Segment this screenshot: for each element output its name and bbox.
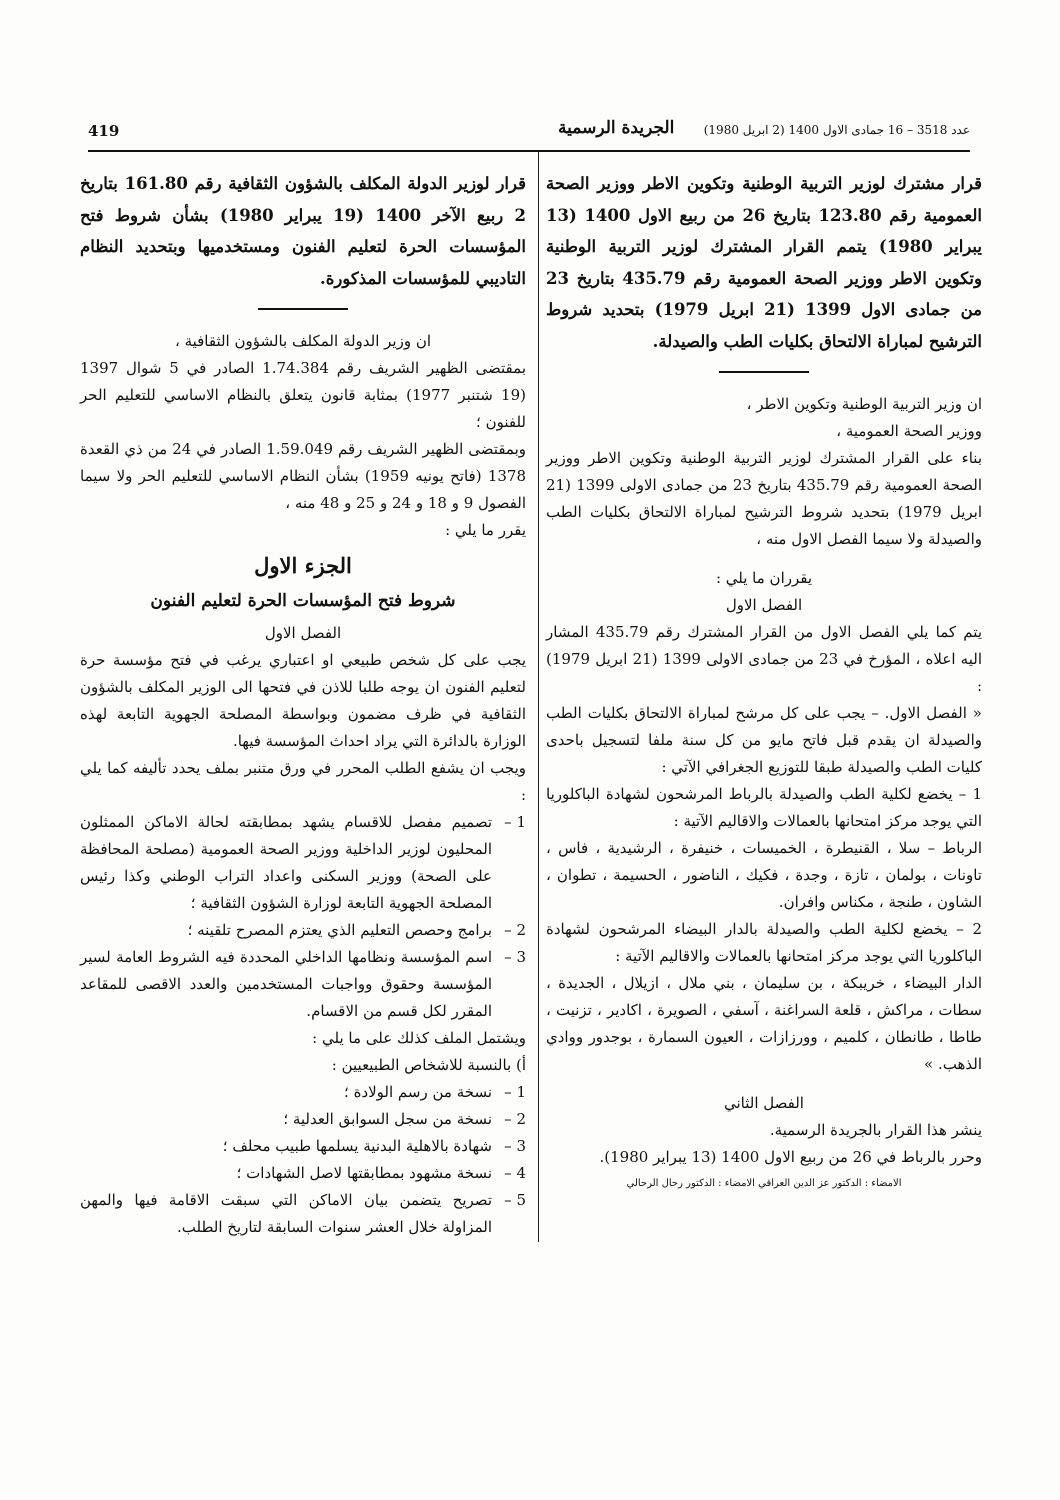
paragraph: 2 – يخضع لكلية الطب والصيدلة بالدار البيضاء المرشحون لشهادة الباكلوريا التي يوجد مركز امتحانها بالعمالات والاقاليم الآتية : bbox=[546, 920, 982, 965]
part-heading: الجزء الاول bbox=[254, 553, 352, 578]
list-item-number: 1 – bbox=[504, 1083, 526, 1101]
part-title: شروط فتح المؤسسات الحرة لتعليم الفنون bbox=[150, 591, 456, 611]
sub-heading: أ) بالنسبة للاشخاص الطبيعيين : bbox=[331, 1056, 526, 1074]
list-item-text: شهادة بالاهلية البدنية يسلمها طبيب محلف ؛ bbox=[222, 1137, 492, 1155]
left-decree-title: قرار لوزير الدولة المكلف بالشؤون الثقافية رقم 161.80 بتاريخ 2 ربيع الآخر 1400 (19 يبراير 1980) بشأن شروط فتح المؤسسات الحرة لتعليم الفنون ومستخدميها وبتحديد النظام التاديبي للمؤسسات المذكورة. bbox=[80, 174, 527, 288]
paragraph: بمقتضى الظهير الشريف رقم 1.74.384 الصادر في 5 شوال 1397 (19 شتنبر 1977) بمثابة قانون يتعلق بالنظام الاساسي للتعليم الحر للفنون ؛ bbox=[80, 359, 526, 431]
chapter-heading: الفصل الثاني bbox=[724, 1094, 804, 1112]
list-item bbox=[80, 1187, 526, 1241]
left-column bbox=[80, 168, 526, 1241]
list-item-number: 2 – bbox=[504, 1110, 526, 1128]
right-decree-title: قرار مشترك لوزير التربية الوطنية وتكوين الاطر ووزير الصحة العمومية رقم 123.80 بتاريخ 26 من ربيع الاول 1400 (13 يبراير 1980) يتمم القرار المشترك لوزير التربية الوطنية وتكوين الاطر ووزير الصحة العمومية رقم 435.79 بتاريخ 23 من جمادى الاول 1399 (21 ابريل 1979) بتحديد شروط الترشيح لمباراة الالتحاق بكليات الطب والصيدلة. bbox=[546, 174, 983, 351]
list-item-text: اسم المؤسسة ونظامها الداخلي المحددة فيه الشروط العامة لسير المؤسسة وحقوق وواجبات المستخدمين والعدد الاقصى للمقاعد المقرر لكل قسم من الاقسام. bbox=[80, 948, 492, 1020]
list-item-number: 1 – bbox=[504, 813, 526, 831]
list-item-number: 3 – bbox=[504, 948, 526, 966]
list-item bbox=[80, 944, 526, 1025]
column-divider bbox=[538, 152, 539, 1242]
list-item bbox=[80, 917, 526, 944]
paragraph: وحرر بالرباط في 26 من ربيع الاول 1400 (13 يبراير 1980). bbox=[599, 1148, 982, 1166]
paragraph: ووزير الصحة العمومية ، bbox=[836, 422, 982, 440]
page-number: 419 bbox=[88, 122, 120, 140]
list-item-number: 4 – bbox=[504, 1164, 526, 1182]
paragraph: « الفصل الاول. – يجب على كل مرشح لمباراة الالتحاق بكليات الطب والصيدلة ان يقدم قبل فاتح مايو من كل سنة ملفا لتسجيل باحدى كليات الطب والصيدلة طبقا للتوزيع الجغرافي الآتي : bbox=[546, 704, 982, 776]
paragraph: ان وزير الدولة المكلف بالشؤون الثقافية ، bbox=[174, 332, 432, 350]
list-item-text: نسخة من رسم الولادة ؛ bbox=[344, 1083, 492, 1101]
list-item bbox=[80, 1160, 526, 1187]
list-item bbox=[80, 1079, 526, 1106]
paragraph: ان وزير التربية الوطنية وتكوين الاطر ، bbox=[746, 395, 982, 413]
title-separator bbox=[258, 308, 348, 310]
paragraph: وبمقتضى الظهير الشريف رقم 1.59.049 الصادر في 24 من ذي القعدة 1378 (فاتح يونيه 1959) بشأن النظام الاساسي للتعليم الحر ولا سيما الفصول 9 و 18 و 24 و 25 و 48 منه ، bbox=[80, 440, 527, 512]
paragraph: بناء على القرار المشترك لوزير التربية الوطنية وتكوين الاطر ووزير الصحة العمومية رقم 435.79 بتاريخ 23 من جمادى الاولى 1399 (21 ابريل 1979) بتحديد شروط الترشيح لمباراة الالتحاق بكليات الطب والصيدلة ولا سيما الفصل الاول منه ، bbox=[546, 449, 983, 548]
list-item-text: برامج وحصص التعليم الذي يعتزم المصرح تلقينه ؛ bbox=[187, 921, 492, 939]
chapter-heading: الفصل الاول bbox=[725, 596, 803, 614]
signatures: الامضاء : الدكتور عز الدين العراقي الامضاء : الدكتور رحال الرحالي bbox=[626, 1178, 902, 1189]
list-item-text: تصريح يتضمن بيان الاماكن التي سبقت الاقامة فيها والمهن المزاولة خلال العشر سنوات السابقة لتاريخ الطلب. bbox=[80, 1191, 492, 1236]
paragraph: ينشر هذا القرار بالجريدة الرسمية. bbox=[769, 1121, 982, 1139]
paragraph: 1 – يخضع لكلية الطب والصيدلة بالرباط المرشحون لشهادة الباكلوريا التي يوجد مركز امتحانها بالعمالات والاقاليم الآتية : bbox=[546, 785, 982, 830]
page-header bbox=[88, 118, 970, 152]
list-item-number: 3 – bbox=[504, 1137, 526, 1155]
list-item bbox=[80, 1106, 526, 1133]
list-item-number: 5 – bbox=[504, 1191, 526, 1209]
list-item-text: نسخة من سجل السوابق العدلية ؛ bbox=[283, 1110, 492, 1128]
paragraph: ويجب ان يشفع الطلب المحرر في ورق متنبر بملف يحدد تأليفه كما يلي : bbox=[80, 759, 526, 804]
gazette-name: الجريدة الرسمية bbox=[558, 118, 675, 138]
list-item-number: 2 – bbox=[504, 921, 526, 939]
paragraph: ويشتمل الملف كذلك على ما يلي : bbox=[312, 1029, 526, 1047]
right-column bbox=[546, 168, 982, 1193]
decision-line: يقرر ما يلي : bbox=[445, 521, 526, 539]
paragraph: الرباط – سلا ، القنيطرة ، الخميسات ، خنيفرة ، الرشيدية ، فاس ، تاونات ، بولمان ، تازة ، وجدة ، فكيك ، الناضور ، الحسيمة ، تطوان ، الشاون ، طنجة ، مكناس وافران. bbox=[546, 839, 982, 911]
chapter-heading: الفصل الاول bbox=[264, 624, 342, 642]
list-item bbox=[80, 809, 526, 917]
issue-line: عدد 3518 – 16 جمادى الاول 1400 (2 ابريل 1980) bbox=[703, 123, 970, 137]
list-item-text: تصميم مفصل للاقسام يشهد بمطابقته لحالة الاماكن الممثلون المحليون لوزير الداخلية ووزير الصحة العمومية (مصلحة المحافظة على الصحة) ووزير السكنى واعداد التراب الوطني وكذا رئيس المصلحة الجهوية التابعة لوزارة الشؤون الثقافية ؛ bbox=[80, 813, 492, 912]
decision-line: يقرران ما يلي : bbox=[715, 569, 813, 587]
paragraph: يجب على كل شخص طبيعي او اعتباري يرغب في فتح مؤسسة حرة لتعليم الفنون ان يوجه طلبا للاذن في فتحها الى الوزير المكلف بالشؤون الثقافية في ظرف مضمون وبواسطة المصلحة الجهوية التابعة لهذه الوزارة بالدائرة التي يراد احداث المؤسسة فيها. bbox=[80, 651, 526, 750]
title-separator bbox=[719, 371, 809, 373]
list-item bbox=[80, 1133, 526, 1160]
list-item-text: نسخة مشهود بمطابقتها لاصل الشهادات ؛ bbox=[236, 1164, 492, 1182]
paragraph: الدار البيضاء ، خريبكة ، بن سليمان ، بني ملال ، ازيلال ، الجديدة ، سطات ، مراكش ، قلعة السراغنة ، آسفي ، الصويرة ، اكادير ، تزنيت ، طاطا ، طانطان ، كلميم ، وورزازات ، العيون السمارة ، بوجدور ووادي الذهب. » bbox=[546, 974, 982, 1073]
paragraph: يتم كما يلي الفصل الاول من القرار المشترك رقم 435.79 المشار اليه اعلاه ، المؤرخ في 23 من جمادى الاولى 1399 (21 ابريل 1979) : bbox=[546, 623, 982, 695]
